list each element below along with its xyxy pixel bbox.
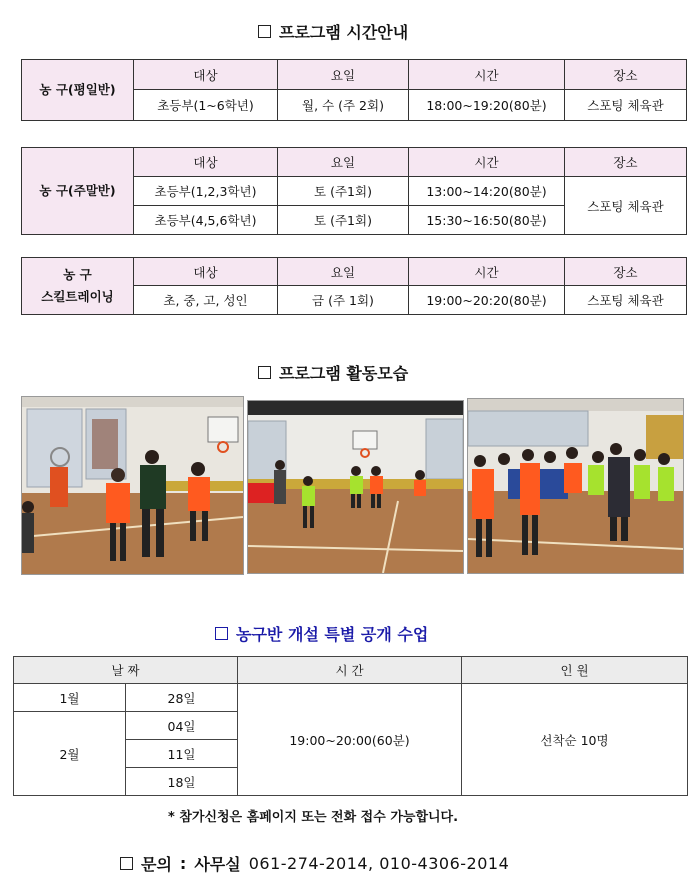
program-name: 농 구(평일반) — [22, 60, 134, 121]
contact-phones: 061-274-2014, 010-4306-2014 — [248, 854, 510, 873]
header-time: 시간 — [409, 60, 565, 90]
header-place: 장소 — [565, 60, 687, 90]
cell-target: 초등부(1,2,3학년) — [134, 177, 278, 206]
checkbox-square-icon — [215, 627, 228, 640]
schedule-table-skill — [21, 257, 687, 315]
program-name-line2: 스킬트레이닝 — [41, 289, 114, 304]
header-day: 요일 — [278, 258, 409, 286]
contact-office: 사무실 — [194, 855, 241, 874]
program-name-line1: 농 구 — [63, 267, 92, 283]
header-target: 대상 — [134, 258, 278, 286]
checkbox-square-icon — [120, 857, 133, 870]
header-place: 장소 — [565, 148, 687, 177]
cell-target: 초등부(4,5,6학년) — [134, 206, 278, 235]
checkbox-square-icon — [258, 25, 271, 38]
cell-day: 월, 수 (주 2회) — [278, 90, 409, 121]
section-heading-schedule — [258, 20, 408, 43]
cell-time: 15:30~16:50(80분) — [409, 206, 565, 235]
contact-colon: : — [179, 854, 187, 873]
header-time: 시간 — [409, 258, 565, 286]
header-target: 대상 — [134, 148, 278, 177]
heading-text: 프로그램 시간안내 — [279, 23, 409, 42]
header-day: 요일 — [278, 148, 409, 177]
cell-target: 초, 중, 고, 성인 — [134, 286, 278, 315]
program-name — [22, 258, 134, 315]
activity-photo-2 — [247, 400, 464, 574]
cell-time: 18:00~19:20(80분) — [409, 90, 565, 121]
program-name: 농 구(주말반) — [22, 148, 134, 235]
header-people: 인 원 — [462, 657, 688, 684]
section-heading-activities — [258, 361, 408, 384]
note-text: * 참가신청은 홈페이지 또는 전화 접수 가능합니다. — [168, 810, 459, 825]
contact-line — [120, 852, 509, 875]
header-time: 시간 — [409, 148, 565, 177]
contact-label: 문의 — [141, 855, 172, 874]
month-cell: 2월 — [14, 712, 126, 796]
schedule-table-weekend — [21, 147, 687, 235]
activity-photo-1 — [21, 396, 244, 575]
heading-text: 농구반 개설 특별 공개 수업 — [236, 625, 429, 644]
header-place: 장소 — [565, 258, 687, 286]
day-cell: 28일 — [126, 684, 238, 712]
header-target: 대상 — [134, 60, 278, 90]
cell-time: 13:00~14:20(80분) — [409, 177, 565, 206]
header-day: 요일 — [278, 60, 409, 90]
header-date: 날 짜 — [14, 657, 238, 684]
cell-place: 스포팅 체육관 — [565, 286, 687, 315]
heading-text: 프로그램 활동모습 — [279, 364, 409, 383]
cell-place: 스포팅 체육관 — [565, 90, 687, 121]
day-cell: 11일 — [126, 740, 238, 768]
day-cell: 18일 — [126, 768, 238, 796]
cell-target: 초등부(1~6학년) — [134, 90, 278, 121]
cell-time: 19:00~20:20(80분) — [409, 286, 565, 315]
time-cell: 19:00~20:00(60분) — [238, 684, 462, 796]
open-class-table — [13, 656, 688, 796]
cell-day: 금 (주 1회) — [278, 286, 409, 315]
month-cell: 1월 — [14, 684, 126, 712]
day-cell: 04일 — [126, 712, 238, 740]
activity-photo-3 — [467, 398, 684, 574]
schedule-table-weekday — [21, 59, 687, 121]
header-time: 시 간 — [238, 657, 462, 684]
checkbox-square-icon — [258, 366, 271, 379]
people-cell: 선착순 10명 — [462, 684, 688, 796]
section-heading-open-class — [215, 622, 428, 645]
cell-day: 토 (주1회) — [278, 206, 409, 235]
cell-day: 토 (주1회) — [278, 177, 409, 206]
cell-place: 스포팅 체육관 — [565, 177, 687, 235]
